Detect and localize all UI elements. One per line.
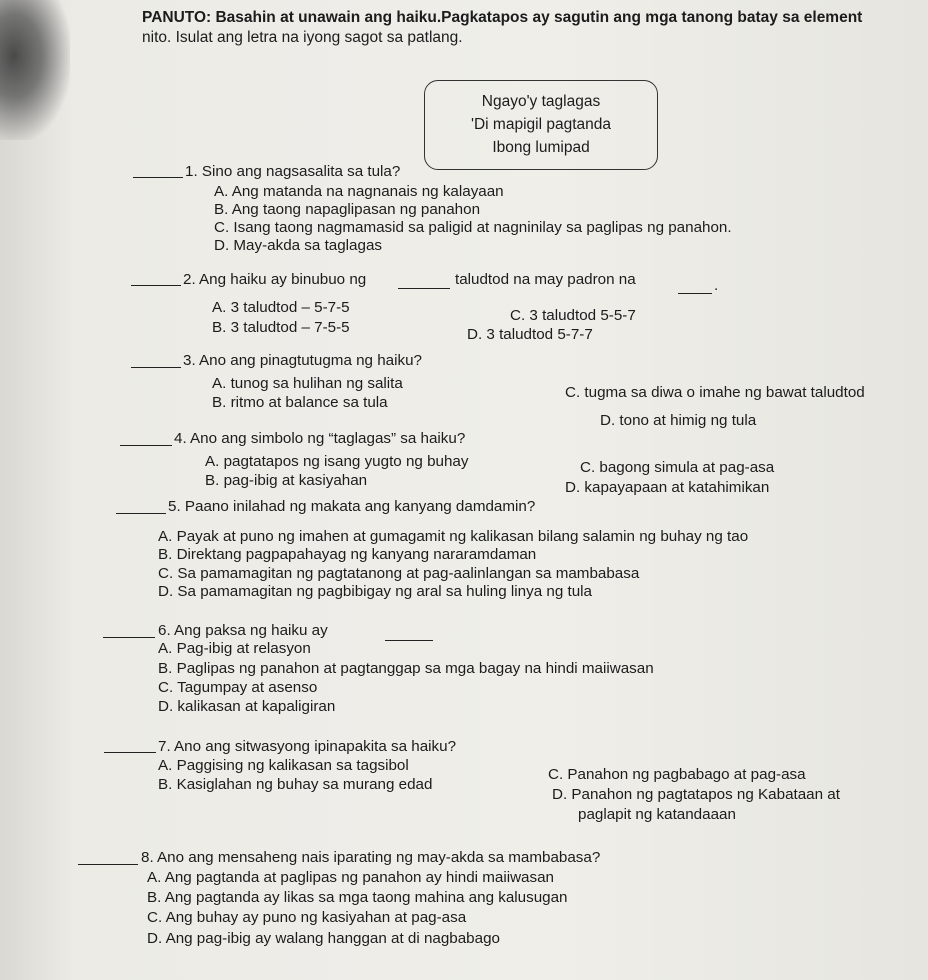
q7-choice-b: B. Kasiglahan ng buhay sa murang edad xyxy=(158,776,433,793)
q7-choice-c: C. Panahon ng pagbabago at pag-asa xyxy=(548,766,806,783)
q1-choice-c: C. Isang taong nagmamasid sa paligid at nagninilay sa paglipas ng panahon. xyxy=(214,219,732,236)
answer-blank-1[interactable] xyxy=(133,165,183,178)
q2-choice-b: B. 3 taludtod – 7-5-5 xyxy=(212,319,350,336)
instructions-line-2: nito. Isulat ang letra na iyong sagot sa patlang. xyxy=(142,29,463,46)
answer-blank-7[interactable] xyxy=(104,740,156,753)
q8-choice-b: B. Ang pagtanda ay likas sa mga taong mahina ang kalusugan xyxy=(147,889,568,906)
haiku-line-3: Ibong lumipad xyxy=(492,139,590,156)
q4-choice-b: B. pag-ibig at kasiyahan xyxy=(205,472,368,489)
question-8: 8. Ano ang mensaheng nais iparating ng may-akda sa mambabasa? xyxy=(141,849,601,866)
q7-choice-d: D. Panahon ng pagtatapos ng Kabataan at xyxy=(552,786,840,803)
q6-choice-a: A. Pag-ibig at relasyon xyxy=(158,640,311,657)
q8-choice-d: D. Ang pag-ibig ay walang hanggan at di nagbabago xyxy=(147,930,500,947)
q4-choice-a: A. pagtatapos ng isang yugto ng buhay xyxy=(205,453,469,470)
q5-choice-b: B. Direktang pagpapahayag ng kanyang nararamdaman xyxy=(158,546,537,563)
q8-choice-a: A. Ang pagtanda at paglipas ng panahon ay hindi maiiwasan xyxy=(147,869,554,886)
q7-choice-d-cont: paglapit ng katandaaan xyxy=(578,806,736,823)
q2-choice-c: C. 3 taludtod 5-5-7 xyxy=(510,307,636,324)
q8-choice-c: C. Ang buhay ay puno ng kasiyahan at pag-asa xyxy=(147,909,467,926)
q1-choice-d: D. May-akda sa taglagas xyxy=(214,237,382,254)
question-5: 5. Paano inilahad ng makata ang kanyang damdamin? xyxy=(168,498,536,515)
q4-choice-c: C. bagong simula at pag-asa xyxy=(580,459,775,476)
q7-choice-a: A. Paggising ng kalikasan sa tagsibol xyxy=(158,757,409,774)
answer-blank-8[interactable] xyxy=(78,852,138,865)
instructions-line-1: PANUTO: Basahin at unawain ang haiku.Pagkatapos ay sagutin ang mga tanong batay sa element xyxy=(142,9,863,26)
q5-choice-c: C. Sa pamamagitan ng pagtatanong at pag-aalinlangan sa mambabasa xyxy=(158,565,640,582)
question-7: 7. Ano ang sitwasyong ipinapakita sa haiku? xyxy=(158,738,457,755)
answer-blank-3[interactable] xyxy=(131,355,181,368)
q3-choice-c: C. tugma sa diwa o imahe ng bawat taludtod xyxy=(565,384,865,401)
haiku-box xyxy=(424,80,658,170)
question-4: 4. Ano ang simbolo ng “taglagas” sa haiku? xyxy=(174,430,466,447)
answer-blank-6[interactable] xyxy=(103,625,155,638)
q5-choice-d: D. Sa pamamagitan ng pagbibigay ng aral sa huling linya ng tula xyxy=(158,583,592,600)
answer-blank-5[interactable] xyxy=(116,501,166,514)
q6-choice-b: B. Paglipas ng panahon at pagtanggap sa mga bagay na hindi maiiwasan xyxy=(158,660,654,677)
haiku-line-1: Ngayo'y taglagas xyxy=(481,93,601,110)
photo-shadow xyxy=(0,0,70,140)
q2-inline-blank-1[interactable] xyxy=(398,276,450,289)
q3-choice-b: B. ritmo at balance sa tula xyxy=(212,394,388,411)
q3-choice-d: D. tono at himig ng tula xyxy=(600,412,757,429)
q1-choice-b: B. Ang taong napaglipasan ng panahon xyxy=(214,201,481,218)
haiku-line-2: 'Di mapigil pagtanda xyxy=(471,116,611,133)
q3-choice-a: A. tunog sa hulihan ng salita xyxy=(212,375,403,392)
q6-choice-d: D. kalikasan at kapaligiran xyxy=(158,698,336,715)
q2-inline-blank-2[interactable] xyxy=(678,281,712,294)
question-6: 6. Ang paksa ng haiku ay xyxy=(158,622,328,639)
q2-end-period: . xyxy=(714,277,719,294)
q4-choice-d: D. kapayapaan at katahimikan xyxy=(565,479,770,496)
question-2-part-2: taludtod na may padron na xyxy=(455,271,636,288)
q5-choice-a: A. Payak at puno ng imahen at gumagamit ng kalikasan bilang salamin ng buhay ng tao xyxy=(158,528,749,545)
answer-blank-4[interactable] xyxy=(120,433,172,446)
q2-choice-a: A. 3 taludtod – 5-7-5 xyxy=(212,299,350,316)
question-3: 3. Ano ang pinagtutugma ng haiku? xyxy=(183,352,422,369)
q6-inline-blank[interactable] xyxy=(385,628,433,641)
q2-choice-d: D. 3 taludtod 5-7-7 xyxy=(467,326,593,343)
question-1: 1. Sino ang nagsasalita sa tula? xyxy=(185,163,401,180)
q6-choice-c: C. Tagumpay at asenso xyxy=(158,679,318,696)
q1-choice-a: A. Ang matanda na nagnanais ng kalayaan xyxy=(214,183,504,200)
question-2-part-1: 2. Ang haiku ay binubuo ng xyxy=(183,271,367,288)
answer-blank-2[interactable] xyxy=(131,273,181,286)
